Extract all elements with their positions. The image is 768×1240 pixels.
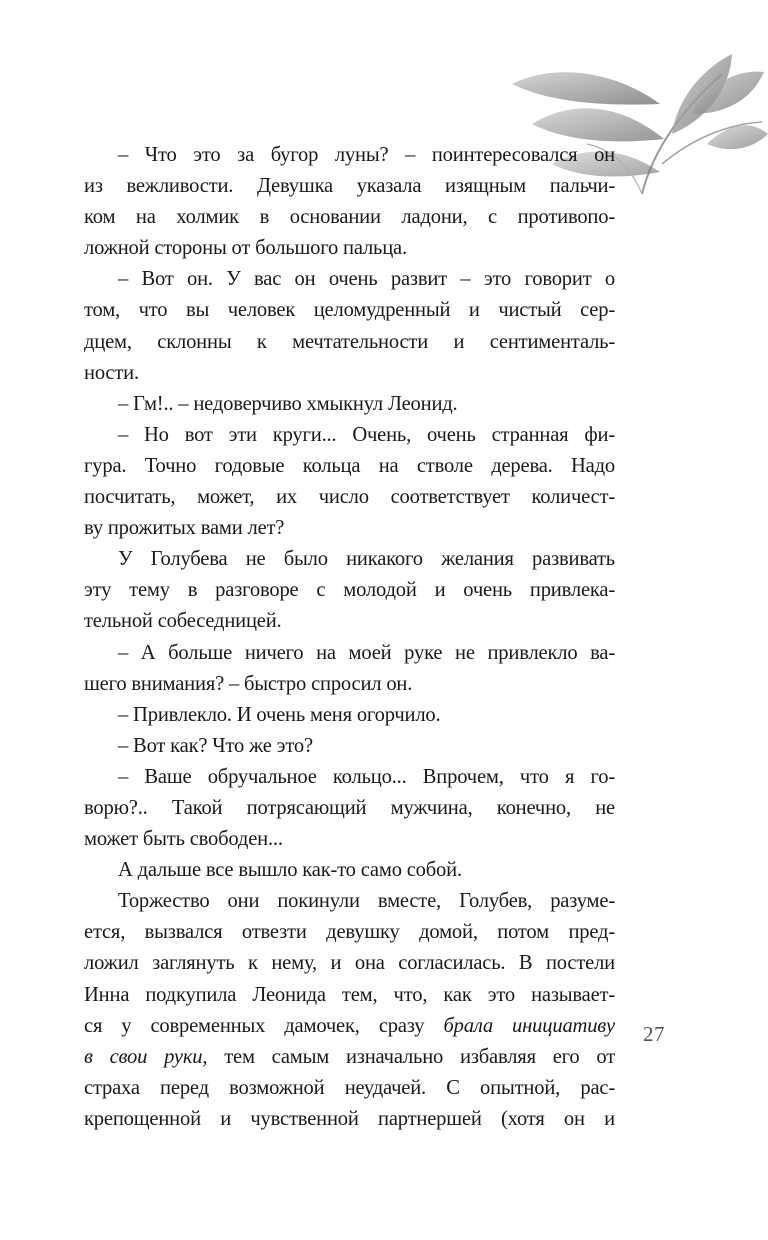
text-line: У Голубева не было никакого желания развивать xyxy=(118,548,615,571)
text-line: – Вот как? Что же это? xyxy=(118,734,313,757)
text-line: А дальше все вышло как-то само собой. xyxy=(118,859,462,882)
text-line: гура. Точно годовые кольца на стволе дерева. Надо xyxy=(84,454,615,477)
text-line: Торжество они покинули вместе, Голубев, разуме- xyxy=(118,890,615,913)
text-line: – А больше ничего на моей руке не привлекло ва- xyxy=(118,641,615,664)
text-line xyxy=(84,1042,615,1073)
text-line: ком на холмик в основании ладони, с противопо- xyxy=(84,206,615,229)
text-line: эту тему в разговоре с молодой и очень привлека- xyxy=(84,579,615,602)
text-line: может быть свободен... xyxy=(84,828,283,851)
text-line: крепощенной и чувственной партнершей (хотя он и xyxy=(84,1107,615,1130)
text-line: ву прожитых вами лет? xyxy=(84,517,285,540)
text-line: Инна подкупила Леонида тем, что, как это называет- xyxy=(84,983,615,1006)
text-line: ложной стороны от большого пальца. xyxy=(84,237,407,260)
text-line: – Ваше обручальное кольцо... Впрочем, что я го- xyxy=(118,765,615,788)
text-line: тельной собеседницей. xyxy=(84,610,282,633)
text-line: ется, вызвался отвезти девушку домой, потом пред- xyxy=(84,921,615,944)
text-line: шего внимания? – быстро спросил он. xyxy=(84,672,413,695)
text-line: из вежливости. Девушка указала изящным пальчи- xyxy=(84,175,615,198)
text-segment: , тем самым изначально избавляя его от xyxy=(202,1045,615,1068)
body-text xyxy=(84,140,615,1135)
text-line: том, что вы человек целомудренный и чистый сер- xyxy=(84,299,615,322)
text-line: – Но вот эти круги... Очень, очень странная фи- xyxy=(118,423,615,446)
text-line xyxy=(84,1011,615,1042)
text-line: страха перед возможной неудачей. С опытной, рас- xyxy=(84,1076,615,1099)
text-line: посчитать, может, их число соответствует количест- xyxy=(84,486,615,509)
text-line: – Привлекло. И очень меня огорчило. xyxy=(118,703,441,726)
text-line: ложил заглянуть к нему, и она согласилась. В постели xyxy=(84,952,615,975)
text-line: – Гм!.. – недоверчиво хмыкнул Леонид. xyxy=(118,392,458,415)
text-line: – Вот он. У вас он очень развит – это говорит о xyxy=(118,268,615,291)
text-segment: ся у современных дамочек, сразу xyxy=(84,1014,444,1037)
italic-phrase: в свои руки xyxy=(84,1045,203,1068)
text-line: – Что это за бугор луны? – поинтересовался он xyxy=(118,144,615,166)
text-line: дцем, склонны к мечтательности и сентименталь- xyxy=(84,330,615,353)
italic-phrase: брала инициативу xyxy=(443,1014,615,1037)
page-number: 27 xyxy=(643,1022,665,1046)
text-line: ворю?.. Такой потрясающий мужчина, конечно, не xyxy=(84,796,615,819)
text-line: ности. xyxy=(84,361,139,384)
